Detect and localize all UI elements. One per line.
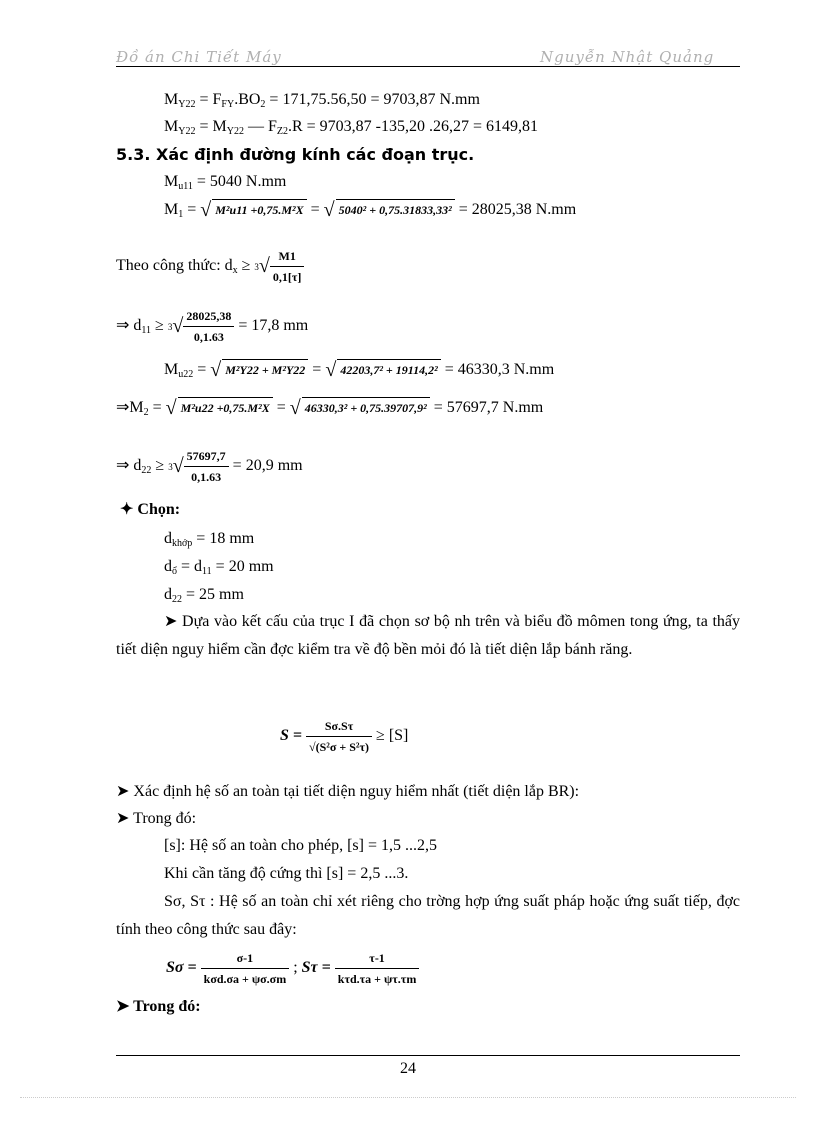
theo-line: Theo công thức: dx ≥ 3√ $\frac{M1}{0,1[\tau]}$: [116, 246, 304, 287]
chon-heading: ✦ Chọn:: [120, 501, 181, 518]
bullet-trong-do-bold: ➤ Trong đó:: [116, 998, 201, 1015]
header-right: Nguyễn Nhật Quảng: [540, 48, 715, 66]
paragraph-structure: ➤ Dựa vào kết cấu của trục I đã chọn sơ bộ nh trên và biểu đồ mômen tong ứng, ta thấy tiết diện nguy hiểm cần đợc kiểm tra về độ bền mỏi đó là tiết diện lắp bánh răng.: [116, 613, 741, 658]
header-left: Đồ án Chi Tiết Máy: [116, 48, 282, 66]
my22-line-b: MY22 = MY22 — FZ2.R = 9703,87 -135,20 .26,27 = 6149,81: [164, 118, 539, 137]
header-rule: [116, 66, 740, 67]
m2-line: ⇒M2 = √ M²u22 +0,75.M²X = √ 46330,3² + 0,75.39707,9² = 57697,7 N.mm: [116, 397, 544, 419]
arrow-bullet-icon: ➤: [116, 810, 130, 827]
my22-line-a: MY22 = FFY.BO2 = 171,75.56,50 = 9703,87 N.mm: [164, 91, 480, 110]
mu22-line: Mu22 = √ M²Y22 + M²Y22 = √ 42203,7² + 19114,2² = 46330,3 N.mm: [164, 359, 555, 381]
dkhop-line: dkhớp = 18 mm: [164, 530, 255, 549]
d11-line: ⇒ d11 ≥ 3√ $\frac{28025,38}{0,1.63}$ = 17,8 mm: [116, 306, 308, 347]
d22-line: ⇒ d22 ≥ 3√ $\frac{57697,7}{0,1.63}$ = 20,9 mm: [116, 446, 303, 487]
s-formula: S = $\frac{S\sigma.S\tau}{\text{√(S²σ + S²τ)}}$ ≥ [S]: [280, 716, 408, 757]
paragraph-s-sigma: Sσ, Sτ : Hệ số an toàn chỉ xét riêng cho trờng hợp ứng suất pháp hoặc ứng suất tiếp, đợc tính theo công thức sau đây:: [116, 893, 740, 938]
arrow-bullet-icon: ➤: [116, 998, 130, 1015]
arrow-bullet-icon: ➤: [116, 783, 130, 800]
s-stiff-line: Khi cần tăng độ cứng thì [s] = 2,5 ...3.: [164, 865, 409, 882]
page-number: 24: [400, 1060, 416, 1077]
page-edge: [20, 1097, 796, 1098]
bullet-trong-do: ➤ Trong đó:: [116, 810, 197, 827]
section-heading: 5.3. Xác định đường kính các đoạn trục.: [116, 145, 475, 164]
bullet-xac-dinh: ➤ Xác định hệ số an toàn tại tiết diện nguy hiểm nhất (tiết diện lắp BR):: [116, 783, 580, 800]
d22b-line: d22 = 25 mm: [164, 586, 244, 605]
m1-line: M1 = √ M²u11 +0,75.M²X = √ 5040² + 0,75.31833,33² = 28025,38 N.mm: [164, 199, 577, 221]
arrow-bullet-icon: ➤: [164, 613, 178, 630]
dol-line: dổ = d11 = 20 mm: [164, 558, 274, 577]
s-sigma-tau-formulas: Sσ = $\frac{\sigma-1}{\text{kσd.σa + ψσ.σm}}$ ; Sτ = $\frac{\tau-1}{\text{kτd.τa + ψτ.τm}}$: [166, 948, 419, 989]
footer-rule: [116, 1055, 740, 1056]
plus-bullet-icon: ✦: [120, 501, 134, 518]
mu11-line: Mu11 = 5040 N.mm: [164, 173, 287, 192]
s-allow-line: [s]: Hệ số an toàn cho phép, [s] = 1,5 ...2,5: [164, 837, 437, 854]
